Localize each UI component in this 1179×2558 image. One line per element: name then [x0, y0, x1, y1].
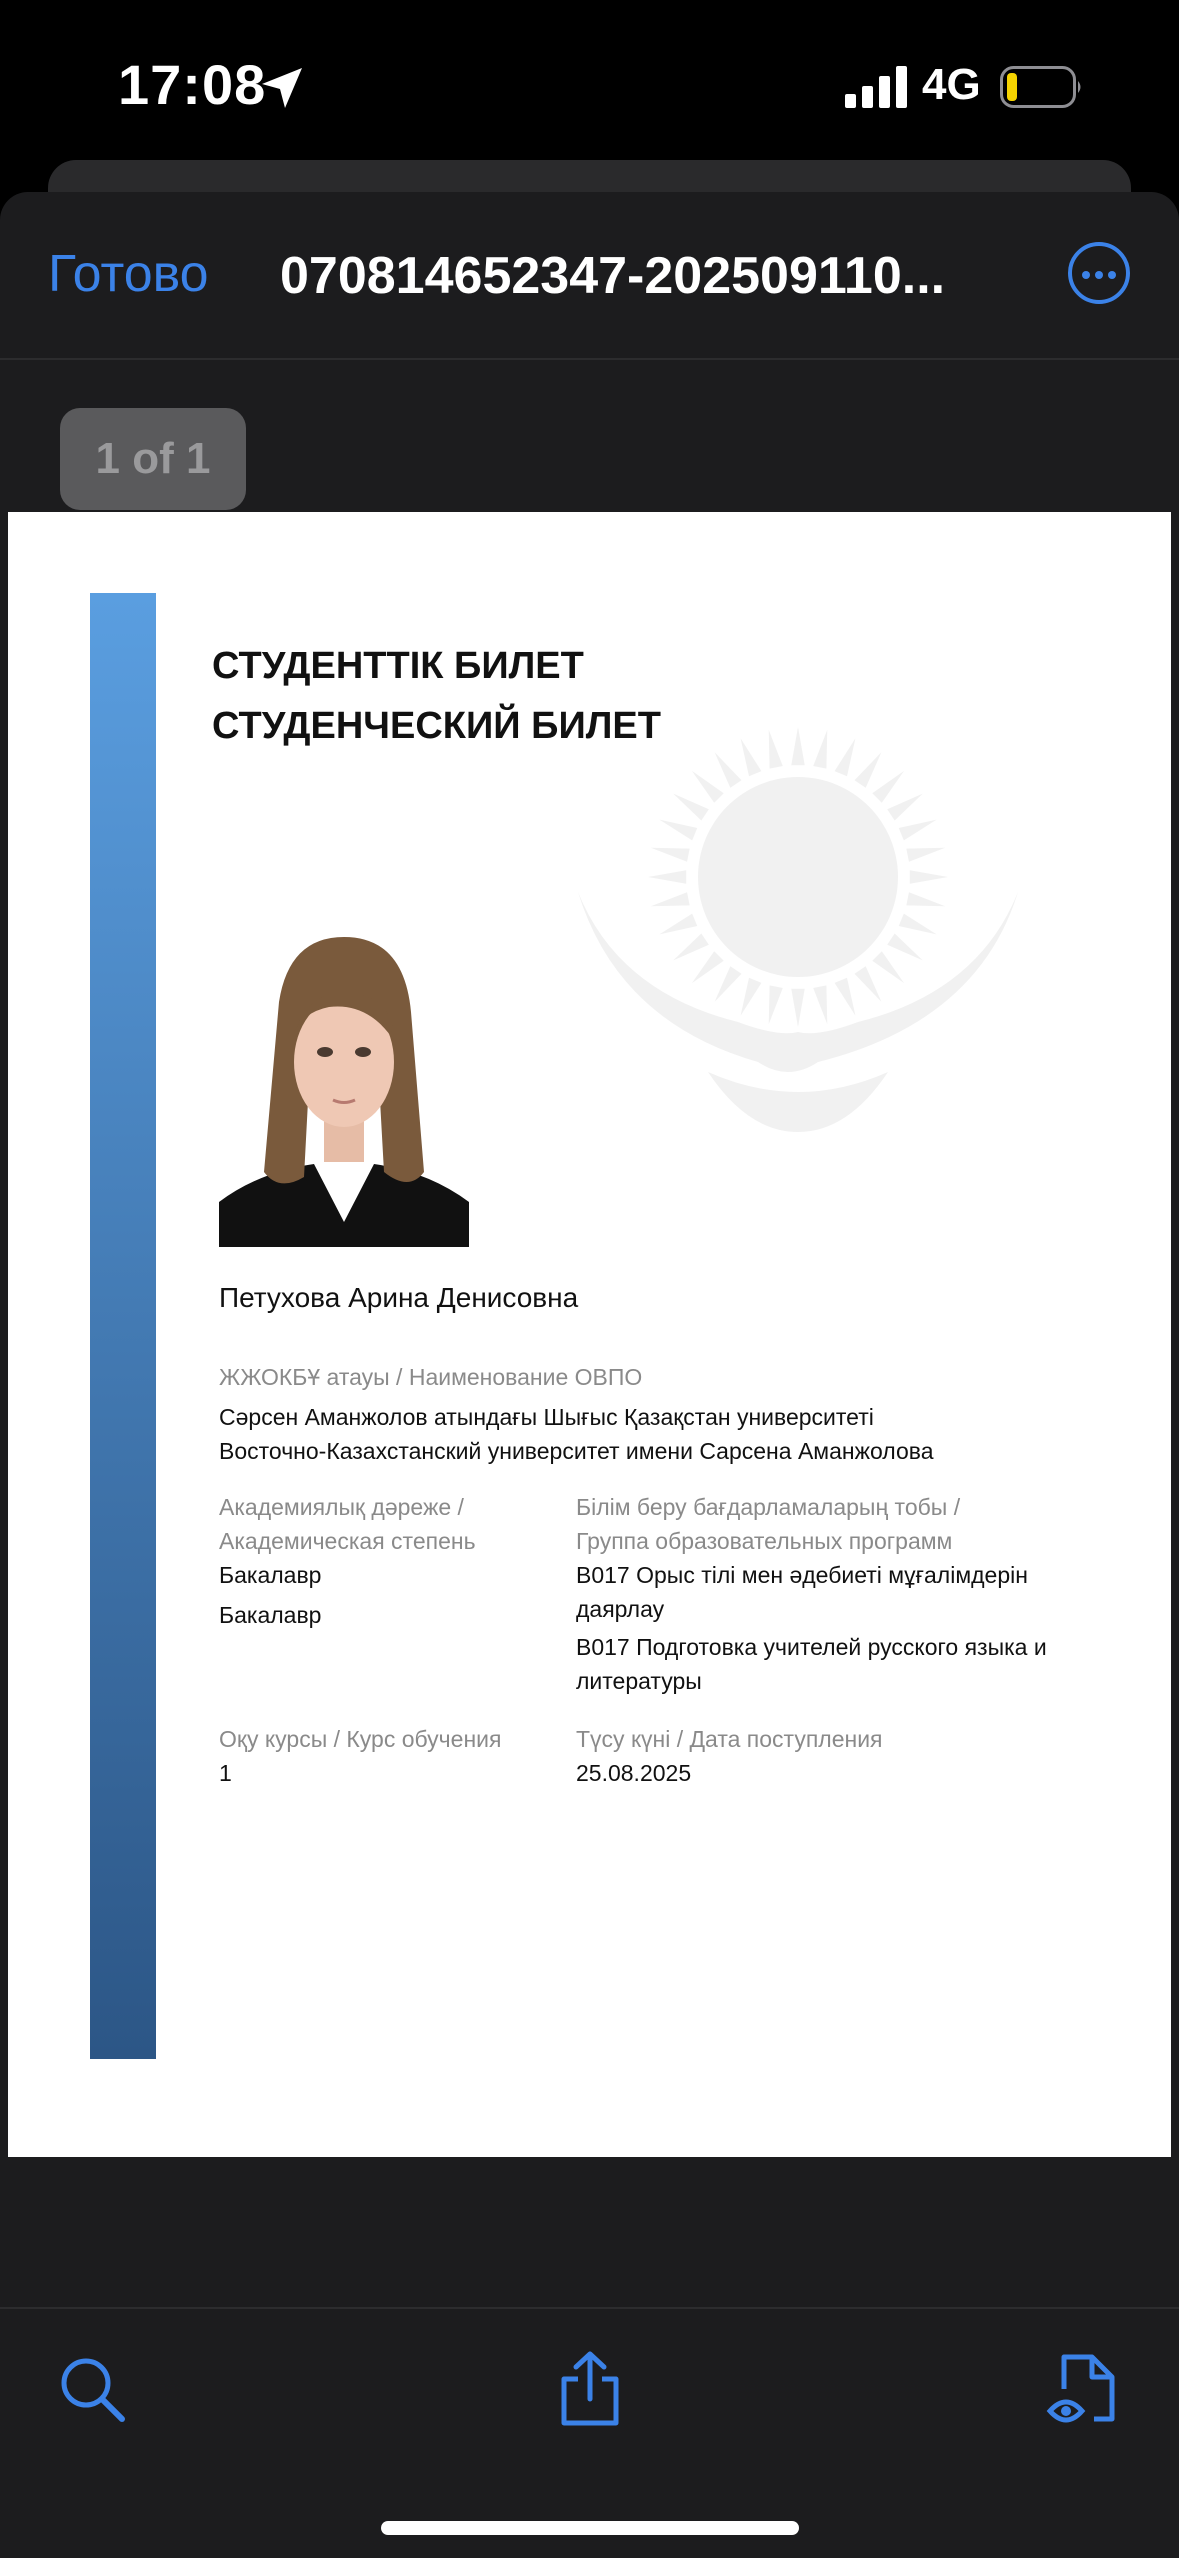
program-label-ru: Группа образовательных программ	[576, 1528, 953, 1554]
title-kazakh: СТУДЕНТТІК БИЛЕТ	[212, 645, 584, 687]
degree-label-ru: Академическая степень	[219, 1528, 476, 1554]
portrait-image	[219, 932, 469, 1247]
degree-label-kz: Академиялық дәреже /	[219, 1494, 464, 1520]
status-time: 17:08	[118, 53, 267, 116]
course-label: Оқу курсы / Курс обучения	[219, 1726, 502, 1752]
document-viewer-sheet	[0, 192, 1179, 2556]
program-value-kz-line1: B017 Орыс тілі мен әдебиеті мұғалімдерін	[576, 1562, 1028, 1588]
university-name-kz: Сәрсен Аманжолов атындағы Шығыс Қазақстан университеті	[219, 1404, 874, 1430]
location-arrow-icon	[258, 64, 306, 112]
share-icon[interactable]	[550, 2349, 630, 2429]
done-button[interactable]: Готово	[48, 245, 209, 303]
page-counter: 1 of 1	[60, 408, 246, 510]
network-type: 4G	[922, 60, 981, 109]
status-bar	[0, 0, 1179, 170]
program-value-ru-line2: литературы	[576, 1668, 702, 1694]
student-name: Петухова Арина Денисовна	[219, 1282, 579, 1313]
program-value-ru-line1: B017 Подготовка учителей русского языка и	[576, 1634, 1047, 1660]
document-eye-icon[interactable]	[1046, 2349, 1126, 2429]
title-russian: СТУДЕНЧЕСКИЙ БИЛЕТ	[212, 705, 661, 747]
program-label-kz: Білім беру бағдарламаларың тобы /	[576, 1494, 961, 1520]
more-options-icon[interactable]	[1068, 242, 1130, 304]
bottom-toolbar	[0, 2307, 1179, 2558]
university-name-ru: Восточно-Казахстанский университет имени Сарсена Аманжолова	[219, 1438, 934, 1464]
battery-low-icon	[1000, 66, 1084, 108]
home-indicator[interactable]	[381, 2521, 799, 2535]
search-icon[interactable]	[52, 2349, 132, 2429]
navigation-bar	[0, 192, 1179, 360]
document-heading	[212, 636, 661, 756]
kazakhstan-emblem-watermark	[558, 692, 1038, 1172]
document-title: 070814652347-202509110...	[280, 247, 946, 305]
signal-bars-icon	[845, 66, 907, 108]
degree-value-ru: Бакалавр	[219, 1602, 322, 1628]
degree-value-kz: Бакалавр	[219, 1562, 322, 1588]
admission-date-value: 25.08.2025	[576, 1760, 692, 1786]
university-label: ЖЖОКБҰ атауы / Наименование ОВПО	[219, 1364, 643, 1390]
program-value-kz-line2: даярлау	[576, 1596, 665, 1622]
course-value: 1	[219, 1760, 232, 1786]
student-photo	[219, 932, 469, 1247]
blue-stripe	[90, 593, 156, 2059]
document-page[interactable]	[8, 512, 1171, 2157]
admission-date-label: Түсу күні / Дата поступления	[576, 1726, 883, 1752]
